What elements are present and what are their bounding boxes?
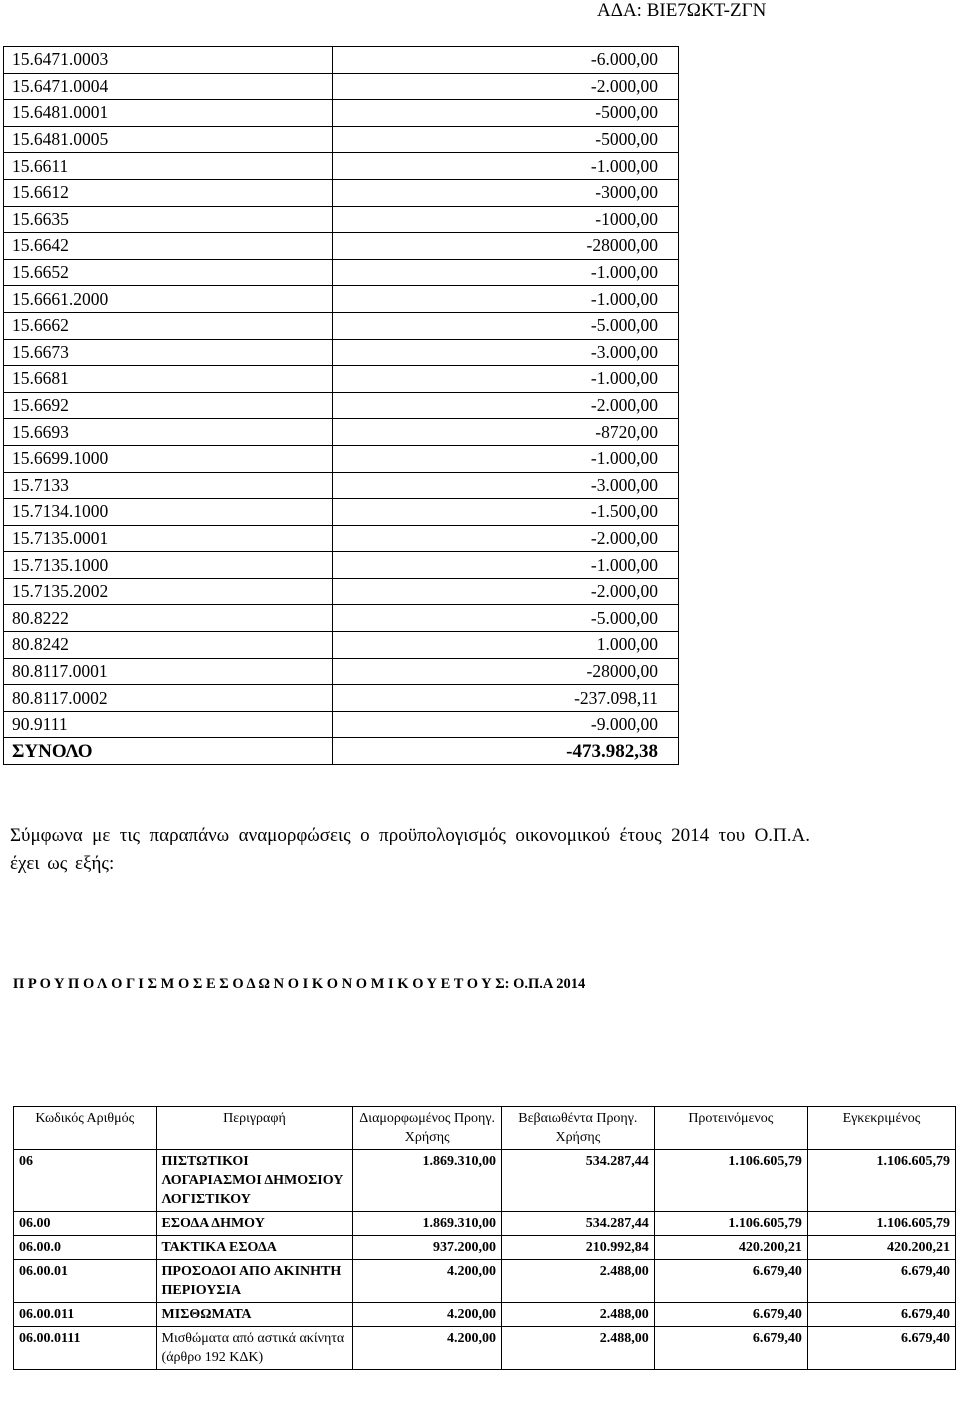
certified-prev-year-value: 534.287,44 xyxy=(502,1212,655,1236)
table-row xyxy=(14,1236,956,1260)
header-code: Κωδικός Αριθμός xyxy=(14,1107,157,1150)
certified-prev-year-value: 2.488,00 xyxy=(502,1303,655,1327)
certified-prev-year-value: 210.992,84 xyxy=(502,1236,655,1260)
account-code: 15.6471.0003 xyxy=(4,47,333,74)
account-amount: -3000,00 xyxy=(333,179,679,206)
formed-prev-year-value: 4.200,00 xyxy=(353,1327,502,1370)
account-amount: -1000,00 xyxy=(333,206,679,233)
accounts-table xyxy=(3,46,679,765)
table-row xyxy=(4,153,679,180)
account-amount: -9.000,00 xyxy=(333,711,679,738)
table-row xyxy=(14,1260,956,1303)
account-code: 80.8117.0001 xyxy=(4,658,333,685)
table-row xyxy=(4,525,679,552)
budget-description: ΠΡΟΣΟΔΟΙ ΑΠΟ ΑΚΙΝΗΤΗ ΠΕΡΙΟΥΣΙΑ xyxy=(156,1260,353,1303)
budget-code: 06.00.0111 xyxy=(14,1327,157,1370)
approved-value: 420.200,21 xyxy=(807,1236,955,1260)
account-code: 15.7133 xyxy=(4,472,333,499)
account-code: 15.7135.1000 xyxy=(4,552,333,579)
account-amount: -5.000,00 xyxy=(333,605,679,632)
formed-prev-year-value: 1.869.310,00 xyxy=(353,1212,502,1236)
account-code: 15.6471.0004 xyxy=(4,73,333,100)
account-amount: -5.000,00 xyxy=(333,312,679,339)
proposed-value: 6.679,40 xyxy=(654,1260,807,1303)
table-row xyxy=(4,711,679,738)
table-row xyxy=(14,1212,956,1236)
proposed-value: 1.106.605,79 xyxy=(654,1150,807,1212)
proposed-value: 1.106.605,79 xyxy=(654,1212,807,1236)
account-amount: -1.000,00 xyxy=(333,153,679,180)
total-label: ΣΥΝΟΛΟ xyxy=(4,738,333,765)
formed-prev-year-value: 1.869.310,00 xyxy=(353,1150,502,1212)
formed-prev-year-value: 4.200,00 xyxy=(353,1260,502,1303)
certified-prev-year-value: 2.488,00 xyxy=(502,1260,655,1303)
table-row xyxy=(4,179,679,206)
table-row xyxy=(4,419,679,446)
account-code: 15.6692 xyxy=(4,392,333,419)
account-code: 15.6661.2000 xyxy=(4,286,333,313)
table-row xyxy=(4,472,679,499)
account-amount: -28000,00 xyxy=(333,658,679,685)
header-approved: Εγκεκριμένος xyxy=(807,1107,955,1150)
ada-label: ΑΔΑ: ΒΙΕ7ΩΚΤ-ΖΓΝ xyxy=(597,0,767,21)
account-code: 80.8222 xyxy=(4,605,333,632)
table-row xyxy=(4,445,679,472)
budget-heading: Π Ρ Ο Υ Π Ο Λ Ο Γ Ι Σ Μ Ο Σ Ε Σ Ο Δ Ω Ν Ο Ι Κ Ο Ν Ο Μ Ι Κ Ο Υ Ε Τ Ο Υ Σ: Ο.Π.Α 2014 xyxy=(13,976,586,992)
account-code: 15.6635 xyxy=(4,206,333,233)
account-amount: -1.000,00 xyxy=(333,286,679,313)
account-code: 15.6611 xyxy=(4,153,333,180)
table-row xyxy=(14,1150,956,1212)
budget-code: 06.00 xyxy=(14,1212,157,1236)
account-code: 15.6612 xyxy=(4,179,333,206)
account-amount: -3.000,00 xyxy=(333,472,679,499)
account-amount: -1.000,00 xyxy=(333,259,679,286)
header-certified-prev-year: Βεβαιωθέντα Προηγ. Χρήσης xyxy=(502,1107,655,1150)
table-row xyxy=(4,286,679,313)
budget-table xyxy=(13,1106,956,1370)
table-row xyxy=(4,392,679,419)
budget-description: Μισθώματα από αστικά ακίνητα (άρθρο 192 ΚΔΚ) xyxy=(156,1327,353,1370)
account-amount: -1.000,00 xyxy=(333,366,679,393)
table-row xyxy=(4,233,679,260)
account-amount: -1.000,00 xyxy=(333,445,679,472)
table-row xyxy=(4,685,679,712)
budget-code: 06.00.0 xyxy=(14,1236,157,1260)
table-row xyxy=(4,206,679,233)
table-row xyxy=(14,1303,956,1327)
account-amount: -1.000,00 xyxy=(333,552,679,579)
proposed-value: 420.200,21 xyxy=(654,1236,807,1260)
account-code: 15.6642 xyxy=(4,233,333,260)
account-amount: -5000,00 xyxy=(333,126,679,153)
approved-value: 1.106.605,79 xyxy=(807,1150,955,1212)
total-amount: -473.982,38 xyxy=(333,738,679,765)
approved-value: 6.679,40 xyxy=(807,1260,955,1303)
account-amount: -1.500,00 xyxy=(333,499,679,526)
account-code: 15.6693 xyxy=(4,419,333,446)
table-row xyxy=(4,499,679,526)
table-row xyxy=(4,658,679,685)
table-row xyxy=(14,1327,956,1370)
approved-value: 1.106.605,79 xyxy=(807,1212,955,1236)
table-row xyxy=(4,259,679,286)
account-code: 15.7134.1000 xyxy=(4,499,333,526)
account-amount: -2.000,00 xyxy=(333,392,679,419)
account-amount: -6.000,00 xyxy=(333,47,679,74)
account-amount: -2.000,00 xyxy=(333,578,679,605)
account-code: 15.6699.1000 xyxy=(4,445,333,472)
total-row xyxy=(4,738,679,765)
budget-description: ΠΙΣΤΩΤΙΚΟΙ ΛΟΓΑΡΙΑΣΜΟΙ ΔΗΜΟΣΙΟΥ ΛΟΓΙΣΤΙΚΟΥ xyxy=(156,1150,353,1212)
formed-prev-year-value: 4.200,00 xyxy=(353,1303,502,1327)
budget-code: 06.00.01 xyxy=(14,1260,157,1303)
approved-value: 6.679,40 xyxy=(807,1303,955,1327)
table-row xyxy=(4,312,679,339)
table-row xyxy=(4,339,679,366)
proposed-value: 6.679,40 xyxy=(654,1327,807,1370)
account-amount: -8720,00 xyxy=(333,419,679,446)
table-row xyxy=(4,366,679,393)
table-row xyxy=(4,552,679,579)
account-code: 15.6652 xyxy=(4,259,333,286)
header-proposed: Προτεινόμενος xyxy=(654,1107,807,1150)
table-row xyxy=(4,126,679,153)
account-code: 15.6662 xyxy=(4,312,333,339)
account-code: 15.6481.0001 xyxy=(4,100,333,127)
account-amount: -237.098,11 xyxy=(333,685,679,712)
budget-code: 06.00.011 xyxy=(14,1303,157,1327)
account-amount: -2.000,00 xyxy=(333,73,679,100)
budget-code: 06 xyxy=(14,1150,157,1212)
budget-header-row xyxy=(14,1107,956,1150)
account-amount: -5000,00 xyxy=(333,100,679,127)
table-row xyxy=(4,47,679,74)
account-amount: 1.000,00 xyxy=(333,632,679,659)
table-row xyxy=(4,73,679,100)
account-code: 15.6481.0005 xyxy=(4,126,333,153)
account-code: 80.8117.0002 xyxy=(4,685,333,712)
account-code: 15.6673 xyxy=(4,339,333,366)
table-row xyxy=(4,605,679,632)
budget-description: ΕΣΟΔΑ ΔΗΜΟΥ xyxy=(156,1212,353,1236)
budget-description: ΤΑΚΤΙΚΑ ΕΣΟΔΑ xyxy=(156,1236,353,1260)
table-row xyxy=(4,632,679,659)
budget-description: ΜΙΣΘΩΜΑΤΑ xyxy=(156,1303,353,1327)
header-description: Περιγραφή xyxy=(156,1107,353,1150)
account-amount: -28000,00 xyxy=(333,233,679,260)
certified-prev-year-value: 534.287,44 xyxy=(502,1150,655,1212)
account-amount: -3.000,00 xyxy=(333,339,679,366)
header-formed-prev-year: Διαμορφωμένος Προηγ. Χρήσης xyxy=(353,1107,502,1150)
proposed-value: 6.679,40 xyxy=(654,1303,807,1327)
approved-value: 6.679,40 xyxy=(807,1327,955,1370)
table-row xyxy=(4,578,679,605)
account-code: 90.9111 xyxy=(4,711,333,738)
account-amount: -2.000,00 xyxy=(333,525,679,552)
account-code: 15.7135.0001 xyxy=(4,525,333,552)
account-code: 15.6681 xyxy=(4,366,333,393)
summary-paragraph: Σύμφωνα με τις παραπάνω αναμορφώσεις ο προϋπολογισμός οικονομικού έτους 2014 του Ο.Π.Α. έχει ως εξής: xyxy=(10,825,810,874)
table-row xyxy=(4,100,679,127)
certified-prev-year-value: 2.488,00 xyxy=(502,1327,655,1370)
account-code: 15.7135.2002 xyxy=(4,578,333,605)
formed-prev-year-value: 937.200,00 xyxy=(353,1236,502,1260)
account-code: 80.8242 xyxy=(4,632,333,659)
